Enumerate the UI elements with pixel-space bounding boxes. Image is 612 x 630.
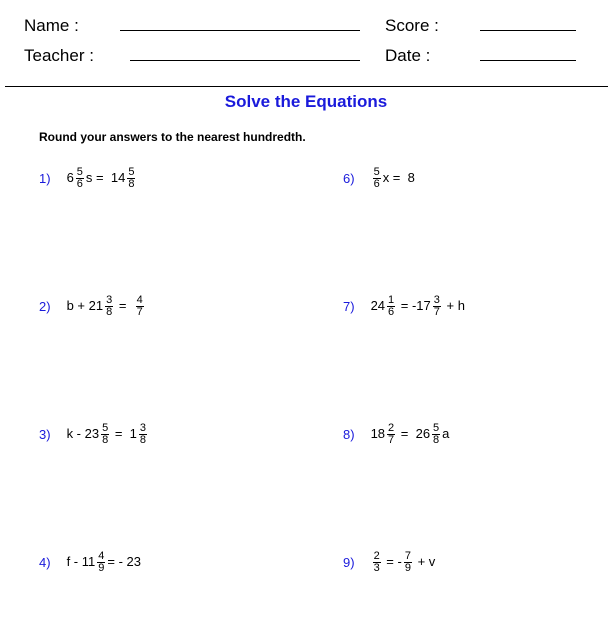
problem-number: 3) [39,426,51,442]
equation [67,295,146,318]
equation-text: f - 11 [66,553,96,569]
equation [371,423,450,446]
fraction [433,295,441,318]
date-label: Date : [385,46,431,65]
problem-6 [343,167,415,190]
name-label: Name : [24,16,79,35]
problem-7 [343,295,465,318]
equation-text: + h [442,297,465,313]
numerator: 3 [106,294,113,306]
denominator: 7 [136,306,143,318]
denominator: 6 [76,178,83,190]
problem-number: 9) [343,554,355,570]
score-field-line[interactable] [480,30,576,31]
header-divider [5,86,608,87]
instructions: Round your answers to the nearest hundredth. [39,130,306,144]
fraction [432,423,440,446]
numerator: 5 [76,166,83,178]
equation-text: k - 23 [66,425,100,441]
problem-number: 1) [39,170,51,186]
equation [67,551,141,574]
numerator: 4 [136,294,143,306]
equation-text: = - 23 [107,553,141,569]
numerator: 7 [404,550,411,562]
numerator: 5 [128,166,135,178]
numerator: 3 [139,422,146,434]
denominator: 6 [388,306,395,318]
denominator: 8 [128,178,135,190]
date-field-line[interactable] [480,60,576,61]
denominator: 8 [139,434,146,446]
fraction [404,551,412,574]
numerator: 2 [373,550,380,562]
equation-text: = 1 [111,425,137,441]
equation-text: = 26 [397,425,431,441]
problem-number: 2) [39,298,51,314]
denominator: 8 [106,306,113,318]
denominator: 8 [102,434,109,446]
fraction [76,167,84,190]
fraction [387,423,395,446]
problem-8 [343,423,449,446]
denominator: 9 [98,562,105,574]
equation-text: = [115,297,134,313]
numerator: 2 [388,422,395,434]
fraction [387,295,395,318]
problem-number: 7) [343,298,355,314]
name-field-line[interactable] [120,30,360,31]
problem-number: 4) [39,554,51,570]
equation-text: 6 [66,169,74,185]
equation-text: = -17 [397,297,431,313]
fraction [97,551,105,574]
problem-4 [39,551,141,574]
fraction [136,295,144,318]
numerator: 5 [433,422,440,434]
numerator: 3 [433,294,440,306]
numerator: 1 [388,294,395,306]
denominator: 9 [404,562,411,574]
denominator: 3 [373,562,380,574]
fraction [373,167,381,190]
problem-3 [39,423,149,446]
numerator: 5 [373,166,380,178]
denominator: 6 [373,178,380,190]
teacher-label: Teacher : [24,46,94,65]
denominator: 7 [433,306,440,318]
equation-text: x = 8 [382,169,415,185]
worksheet-title: Solve the Equations [224,92,388,111]
equation-text: = - [382,553,402,569]
denominator: 8 [433,434,440,446]
equation [371,167,415,190]
fraction [127,167,135,190]
problem-1 [39,167,137,190]
fraction [105,295,113,318]
problem-number: 6) [343,170,355,186]
equation [371,551,436,574]
equation-text: + v [413,553,436,569]
equation-text: b + 21 [66,297,104,313]
score-label: Score : [385,16,439,35]
equation [371,295,465,318]
fraction [139,423,147,446]
equation-text: 24 [370,297,386,313]
equation-text: s = 14 [85,169,126,185]
equation-text: 18 [370,425,386,441]
numerator: 4 [98,550,105,562]
denominator: 7 [388,434,395,446]
equation [67,167,138,190]
fraction [101,423,109,446]
teacher-field-line[interactable] [130,60,360,61]
problem-9 [343,551,435,574]
numerator: 5 [102,422,109,434]
problem-2 [39,295,146,318]
equation [67,423,149,446]
problem-number: 8) [343,426,355,442]
equation-text: a [442,425,450,441]
fraction [373,551,381,574]
